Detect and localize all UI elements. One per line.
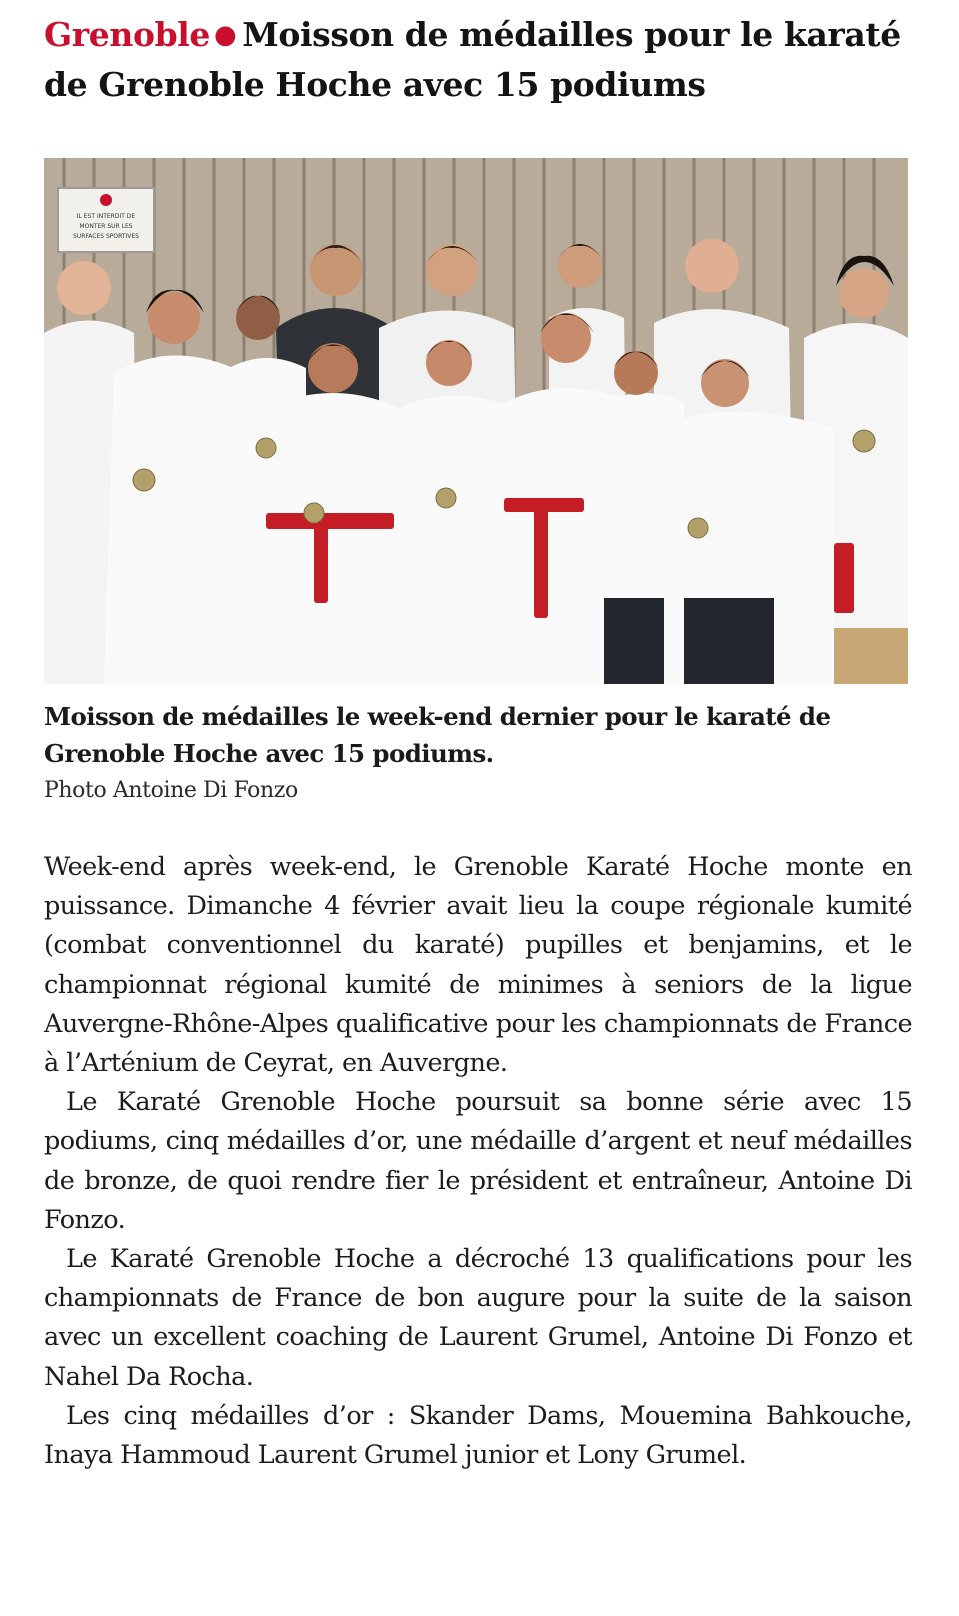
article: [44, 10, 916, 1471]
photo-caption: Moisson de médailles le week-end dernier pour le karaté de Grenoble Hoche avec 15 podiums.: [44, 702, 831, 768]
paragraph: Les cinq médailles d’or : Skander Dams, Mouemina Bahkouche, Inaya Hammoud Laurent Grumel junior et Lony Grumel.: [44, 1400, 912, 1471]
team-photo-illustration: [44, 158, 908, 684]
paragraph: Week-end après week-end, le Grenoble Karaté Hoche monte en puissance. Dimanche 4 février avait lieu la coupe régionale kumité (combat conventionnel du karaté) pupilles et benjamins, et le championnat régional kumité de minimes à seniors de la ligue Auvergne-Rhône-Alpes qualificative pour les championnats de France à l’Arténium de Ceyrat, en Auvergne.: [44, 852, 912, 1079]
wall-sign-line-1: IL EST INTERDIT DE: [76, 213, 136, 220]
bullet-dot-icon: ●: [213, 20, 237, 50]
headline-title: Moisson de médailles pour le karaté de Grenoble Hoche avec 15 podiums: [44, 15, 901, 104]
wall-sign: [58, 188, 154, 252]
headline: [44, 10, 916, 110]
paragraph: Le Karaté Grenoble Hoche poursuit sa bonne série avec 15 podiums, cinq médailles d’or, une médaille d’argent et neuf médailles de bronze, de quoi rendre fier le président et entraîneur, Antoine Di Fonzo.: [44, 1087, 912, 1235]
wall-sign-line-3: SURFACES SPORTIVES: [73, 233, 139, 240]
headline-location: Grenoble: [44, 15, 210, 54]
wall-sign-line-2: MONTER SUR LES: [79, 223, 133, 230]
article-photo: [44, 158, 908, 684]
paragraph: Le Karaté Grenoble Hoche a décroché 13 qualifications pour les championnats de France de bon augure pour la suite de la saison avec un excellent coaching de Laurent Grumel, Antoine Di Fonzo et Nahel Da Rocha.: [44, 1244, 912, 1392]
article-body: [44, 848, 912, 1475]
photo-credit: Photo Antoine Di Fonzo: [44, 778, 298, 803]
